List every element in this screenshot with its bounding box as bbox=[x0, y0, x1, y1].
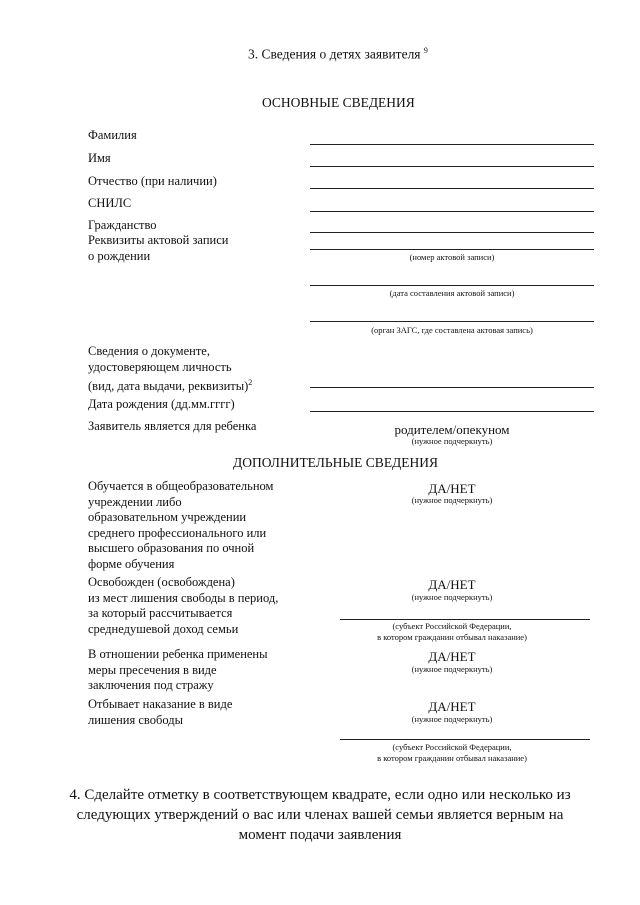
release-region-caption bbox=[310, 621, 594, 643]
released-label-line: Освобожден (освобождена) bbox=[88, 575, 235, 589]
release-region-field[interactable] bbox=[340, 619, 590, 620]
serving-region-caption-line: (субъект Российской Федерации, bbox=[392, 742, 512, 752]
released-label-line: среднедушевой доход семьи bbox=[88, 621, 239, 636]
study-label-line: учреждении либо bbox=[88, 494, 182, 509]
serving-sentence-label bbox=[88, 697, 232, 728]
serving-sentence-label-line: лишения свободы bbox=[88, 712, 183, 727]
snils-field[interactable] bbox=[310, 211, 594, 212]
study-label bbox=[88, 479, 273, 572]
study-label-line: среднего профессионального или bbox=[88, 525, 267, 540]
surname-label: Фамилия bbox=[88, 128, 137, 142]
release-region-caption-line: (субъект Российской Федерации, bbox=[392, 621, 512, 631]
underline-caption: (нужное подчеркнуть) bbox=[411, 714, 493, 724]
study-label-line: образовательном учреждении bbox=[88, 510, 247, 524]
custody-label-line: заключения под стражу bbox=[88, 678, 214, 692]
custody-label bbox=[88, 647, 268, 694]
id-document-label-line bbox=[88, 375, 252, 395]
record-number-field[interactable] bbox=[310, 249, 594, 250]
underline-caption: (нужное подчеркнуть) bbox=[411, 495, 493, 505]
custody-label-line: В отношении ребенка применены bbox=[88, 647, 268, 661]
id-document-field[interactable] bbox=[310, 387, 594, 388]
custody-yes-no[interactable]: ДА/НЕТ bbox=[428, 649, 476, 664]
birth-record-label-line: Реквизиты актовой записи bbox=[88, 233, 229, 247]
name-field[interactable] bbox=[310, 166, 594, 167]
patronymic-label: Отчество (при наличии) bbox=[88, 174, 217, 188]
patronymic-field[interactable] bbox=[310, 188, 594, 189]
study-yes-no[interactable]: ДА/НЕТ bbox=[428, 481, 476, 496]
additional-info-header: ДОПОЛНИТЕЛЬНЫЕ СВЕДЕНИЯ bbox=[233, 455, 439, 470]
record-number-caption: (номер актовой записи) bbox=[409, 252, 495, 262]
citizenship-label: Гражданство bbox=[88, 218, 157, 232]
footnote-marker: 9 bbox=[423, 46, 428, 55]
section-4-line: момент подачи заявления bbox=[238, 827, 402, 843]
id-document-label-line: удостоверяющем личность bbox=[88, 359, 232, 374]
section-4-line: 4. Сделайте отметку в соответствующем квадрате, если одно или несколько из bbox=[69, 787, 571, 803]
id-document-label-line: Сведения о документе, bbox=[88, 344, 210, 358]
record-date-field[interactable] bbox=[310, 285, 594, 286]
basic-info-header: ОСНОВНЫЕ СВЕДЕНИЯ bbox=[262, 95, 415, 110]
registry-office-field[interactable] bbox=[310, 321, 594, 322]
study-label-line: Обучается в общеобразовательном bbox=[88, 479, 274, 493]
section-4-instruction bbox=[30, 785, 610, 845]
released-label bbox=[88, 575, 278, 637]
serving-region-field[interactable] bbox=[340, 739, 590, 740]
footnote-marker: 2 bbox=[248, 378, 253, 387]
registry-office-caption: (орган ЗАГС, где составлена актовая запись) bbox=[371, 325, 533, 335]
serving-region-caption bbox=[310, 742, 594, 764]
custody-label-line: меры пресечения в виде bbox=[88, 662, 217, 677]
study-label-line: высшего образования по очной bbox=[88, 541, 255, 555]
applicant-relation-options[interactable]: родителем/опекуном bbox=[394, 422, 510, 437]
applicant-relation-label: Заявитель является для ребенка bbox=[88, 419, 257, 433]
id-document-label bbox=[88, 344, 252, 395]
record-date-caption: (дата составления актовой записи) bbox=[389, 288, 515, 298]
section-title bbox=[248, 46, 428, 63]
section-4-line: следующих утверждений о вас или членах вашей семьи является верным на bbox=[76, 807, 564, 823]
serving-yes-no[interactable]: ДА/НЕТ bbox=[428, 699, 476, 714]
section-title-text: 3. Сведения о детях заявителя bbox=[248, 46, 421, 62]
id-document-label-text: (вид, дата выдачи, реквизиты) bbox=[88, 379, 249, 394]
snils-label: СНИЛС bbox=[88, 196, 132, 210]
birth-record-label-line: о рождении bbox=[88, 248, 151, 263]
underline-caption: (нужное подчеркнуть) bbox=[411, 592, 493, 602]
underline-caption: (нужное подчеркнуть) bbox=[411, 664, 493, 674]
serving-sentence-label-line: Отбывает наказание в виде bbox=[88, 697, 233, 711]
name-label: Имя bbox=[88, 151, 111, 165]
serving-region-caption-line: в котором гражданин отбывал наказание) bbox=[377, 753, 527, 763]
birth-record-label bbox=[88, 233, 228, 264]
released-yes-no[interactable]: ДА/НЕТ bbox=[428, 577, 476, 592]
birth-date-label: Дата рождения (дд.мм.гггг) bbox=[88, 397, 235, 411]
released-label-line: из мест лишения свободы в период, bbox=[88, 590, 279, 605]
surname-field[interactable] bbox=[310, 144, 594, 145]
study-label-line: форме обучения bbox=[88, 556, 175, 571]
release-region-caption-line: в котором гражданин отбывал наказание) bbox=[377, 632, 527, 642]
citizenship-field[interactable] bbox=[310, 232, 594, 233]
released-label-line: за который рассчитывается bbox=[88, 606, 233, 620]
underline-caption: (нужное подчеркнуть) bbox=[411, 436, 493, 446]
birth-date-field[interactable] bbox=[310, 411, 594, 412]
